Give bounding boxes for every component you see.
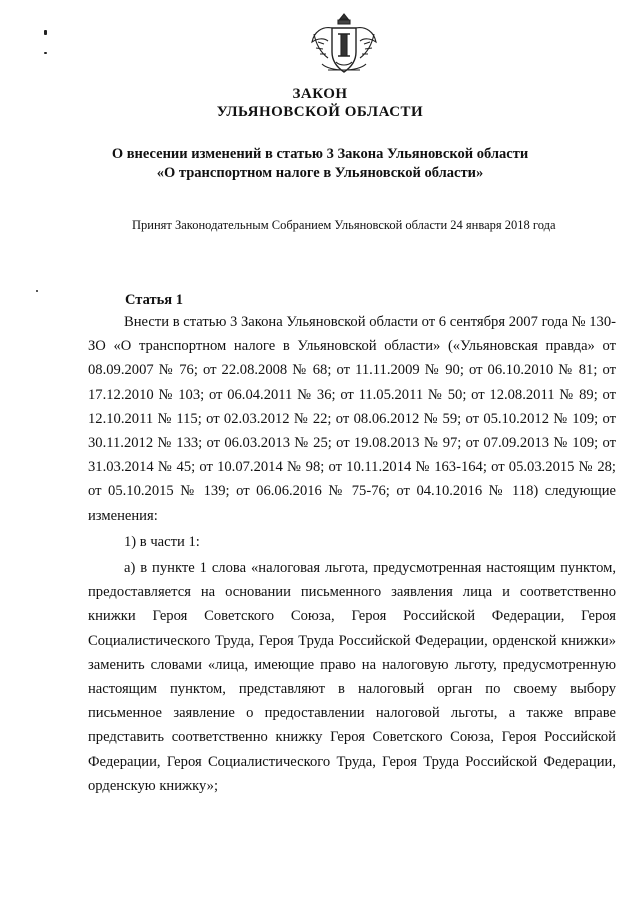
article-paragraph: Внести в статью 3 Закона Ульяновской области от 6 сентября 2007 года № 130-ЗО «О транспортном налоге в Ульяновской области» («Ульяновская правда» от 08.09.2007 № 76; от 22.08.2008 № 68; от 11.11.2009 № 90; от 06.10.2010 № 81; от 17.12.2010 № 103; от 06.04.2011 № 36; от 11.05.2011 № 50; от 12.08.2011 № 89; от 12.10.2011 № 115; от 02.03.2012 № 22; от 08.06.2012 № 59; от 05.10.2012 № 109; от 30.11.2012 № 133; от 06.03.2013 № 25; от 19.08.2013 № 97; от 07.09.2013 № 109; от 31.03.2014 № 45; от 10.07.2014 № 98; от 10.11.2014 № 163-164; от 05.03.2015 № 28; от 05.10.2015 № 139; от 06.06.2016 № 75-76; от 04.10.2016 № 118) следующие изменения: <box>88 314 616 524</box>
adoption-statement: Принят Законодательным Собранием Ульяновской области 24 января 2018 года <box>132 218 556 232</box>
scan-speck <box>44 52 47 54</box>
article-paragraph: 1) в части 1: <box>124 533 200 550</box>
coat-of-arms-emblem <box>308 12 380 78</box>
law-subject-line1: О внесении изменений в статью 3 Закона Ульяновской области <box>111 146 529 162</box>
law-subject-line2: «О транспортном налоге в Ульяновской области» <box>156 165 484 181</box>
law-region: УЛЬЯНОВСКОЙ ОБЛАСТИ <box>216 104 424 120</box>
law-title: ЗАКОН <box>292 86 348 102</box>
article-body <box>88 310 616 798</box>
article-paragraph: а) в пункте 1 слова «налоговая льгота, предусмотренная настоящим пунктом, предоставляется на основании письменного заявления лица и соответственно книжки Героя Советского Союза, Героя Российской Федерации, Героя Социалистического Труда, Героя Труда Российской Федерации, орденской книжки» заменить словами «лица, имеющие право на налоговую льготу, предусмотренную настоящим пунктом, представляют в налоговый орган по своему выбору письменное заявление о предоставлении налоговой льготы, а также вправе представить соответственно книжку Героя Советского Союза, Героя Российской Федерации, Героя Социалистического Труда, Героя Труда Российской Федерации, орденскую книжку»; <box>88 560 616 794</box>
article-heading: Статья 1 <box>125 292 183 308</box>
scan-speck <box>36 290 38 292</box>
scan-speck <box>44 30 47 35</box>
